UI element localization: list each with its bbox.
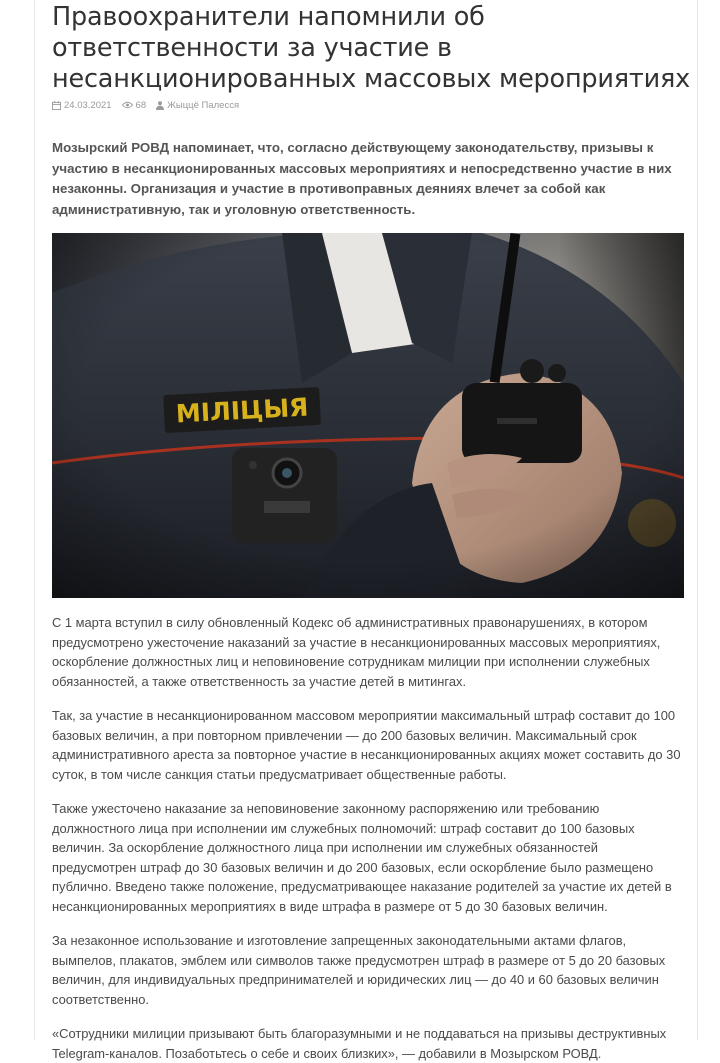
paragraph-4: За незаконное использование и изготовление запрещенных законодательными актами флагов, вымпелов, плакатов, эмблем или символов также предусмотрен штраф в размере от 5 до 20 базовых величин, для индивидуальных предпринимателей и юридических лиц — до 40 и 60 базовых величин соответственно.: [52, 933, 666, 1007]
right-divider: [697, 0, 698, 1040]
article-photo: [52, 233, 684, 598]
article-date: 24.03.2021: [64, 99, 112, 111]
left-divider: [34, 0, 35, 1040]
views-meta: [122, 100, 147, 111]
article-lead: Мозырский РОВД напоминает, что, согласно действующему законодательству, призывы к участию в несанкционированных массовых мероприятиях и непосредственно участие в них незаконны. Организация и участие в противоправных деяниях влечет за собой как административную, так и уголовную ответственность.: [52, 140, 672, 217]
article-author: Жыццё Палесся: [167, 99, 240, 111]
paragraph-3: Также ужесточено наказание за неповиновение законному распоряжению или требованию должностного лица при исполнении им служебных полномочий: штраф составит до 100 базовых величин. За оскорбление должностного лица при исполнении им служебных обязанностей предусмотрен штраф до 30 базовых величин и до 200 базовых, если оскорбление было размещено публично. Введено также положение, предусматривающее наказание родителей за участие их детей в несанкционированных мероприятиях в виде штрафа в размере от 5 до 30 базовых величин.: [52, 801, 672, 914]
calendar-icon: [52, 101, 61, 110]
article-title[interactable]: Правоохранители напомнили об ответственности за участие в несанкционированных массовых мероприятиях: [52, 2, 690, 94]
paragraph-5: «Сотрудники милиции призывают быть благоразумными и не поддаваться на призывы деструктивных Telegram-каналов. Позаботьтесь о себе и своих близких», — добавили в Мозырском РОВД.: [52, 1026, 667, 1061]
author-meta[interactable]: [156, 100, 239, 111]
paragraph-2: Так, за участие в несанкционированном массовом мероприятии максимальный штраф составит до 100 базовых величин, а при повторном привлечении — до 200 базовых величин. Максимальный срок административного ареста за повторное участие в несанкционированных акциях может составить до 30 суток, в том числе санкция статьи предусматривает общественные работы.: [52, 708, 681, 782]
user-icon: [156, 101, 164, 110]
article-views: 68: [135, 99, 147, 111]
article: [52, 0, 690, 1063]
article-meta: [52, 98, 684, 112]
article-body: [52, 613, 684, 1063]
date-meta[interactable]: [52, 100, 112, 111]
paragraph-1: С 1 марта вступил в силу обновленный Кодекс об административных правонарушениях, в котором предусмотрено ужесточение наказаний за участие в несанкционированных массовых мероприятиях, оскорбление должностных лиц и неповиновение сотрудникам милиции при исполнении служебных обязанностей, а также ответственность за участие детей в митингах.: [52, 615, 661, 689]
eye-icon: [122, 101, 133, 109]
